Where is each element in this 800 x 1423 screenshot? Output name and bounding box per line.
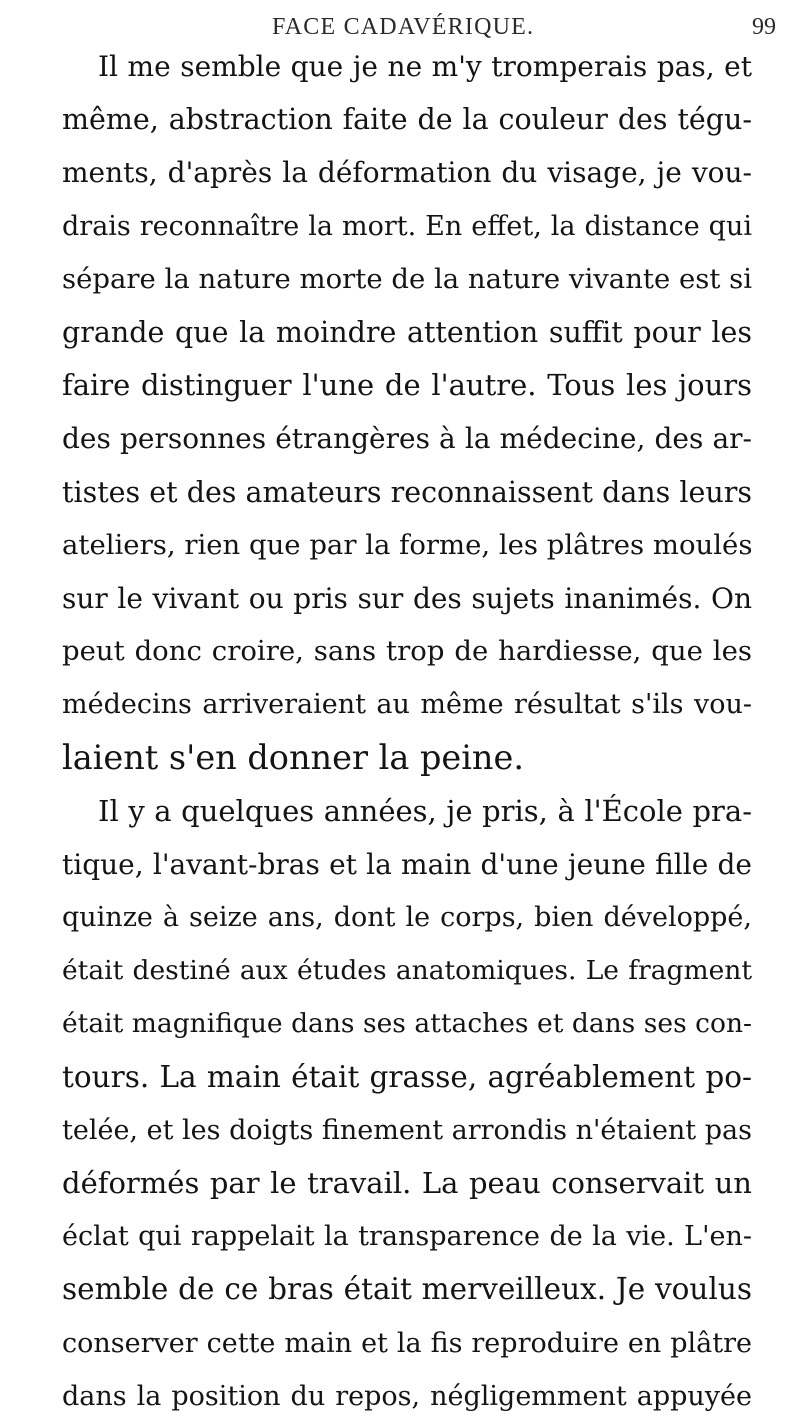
- text-line: médecins arriveraient au même résultat s'ils vou-: [62, 689, 752, 721]
- text-line: quinze à seize ans, dont le corps, bien développé,: [62, 902, 752, 933]
- text-line: sur le vivant ou pris sur des sujets inanimés. On: [62, 581, 752, 615]
- text-line: dans la position du repos, négligemment appuyée: [62, 1380, 752, 1412]
- text-line: faire distinguer l'une de l'autre. Tous les jours: [62, 368, 752, 403]
- text-line: grande que la moindre attention suffit pour les: [62, 315, 752, 349]
- text-line: Il y a quelques années, je pris, à l'École pra-: [98, 793, 752, 828]
- body-text: [62, 40, 752, 1423]
- text-line: tistes et des amateurs reconnaissent dans leurs: [62, 475, 752, 509]
- text-line: ateliers, rien que par la forme, les plâtres moulés: [62, 528, 753, 561]
- text-line: telée, et les doigts finement arrondis n'étaient pas: [62, 1114, 752, 1146]
- text-line: drais reconnaître la mort. En effet, la distance qui: [62, 210, 752, 242]
- text-line: laient s'en donner la peine.: [62, 738, 524, 778]
- text-line: conserver cette main et la fis reproduire en plâtre: [62, 1327, 752, 1359]
- text-line: éclat qui rappelait la transparence de la vie. L'en-: [62, 1221, 752, 1253]
- text-line: peut donc croire, sans trop de hardiesse, que les: [62, 635, 752, 668]
- text-line: ments, d'après la déformation du visage, je vou-: [62, 156, 752, 190]
- running-title: FACE CADAVÉRIQUE.: [272, 14, 535, 40]
- text-line: déformés par le travail. La peau conservait un: [62, 1165, 752, 1200]
- text-line: était magnifique dans ses attaches et dans ses con-: [62, 1008, 752, 1040]
- text-line: était destiné aux études anatomiques. Le fragment: [62, 955, 752, 987]
- text-line: Il me semble que je ne m'y tromperais pas, et: [98, 50, 752, 83]
- text-line: même, abstraction faite de la couleur des tégu-: [62, 103, 752, 137]
- text-line: tours. La main était grasse, agréablement po-: [62, 1059, 752, 1094]
- text-line: semble de ce bras était merveilleux. Je voulus: [62, 1272, 752, 1307]
- text-line: des personnes étrangères à la médecine, des ar-: [62, 422, 752, 456]
- text-line: tique, l'avant-bras et la main d'une jeune fille de: [62, 847, 752, 881]
- page-number: 99: [752, 14, 776, 40]
- text-line: sépare la nature morte de la nature vivante est si: [62, 262, 753, 295]
